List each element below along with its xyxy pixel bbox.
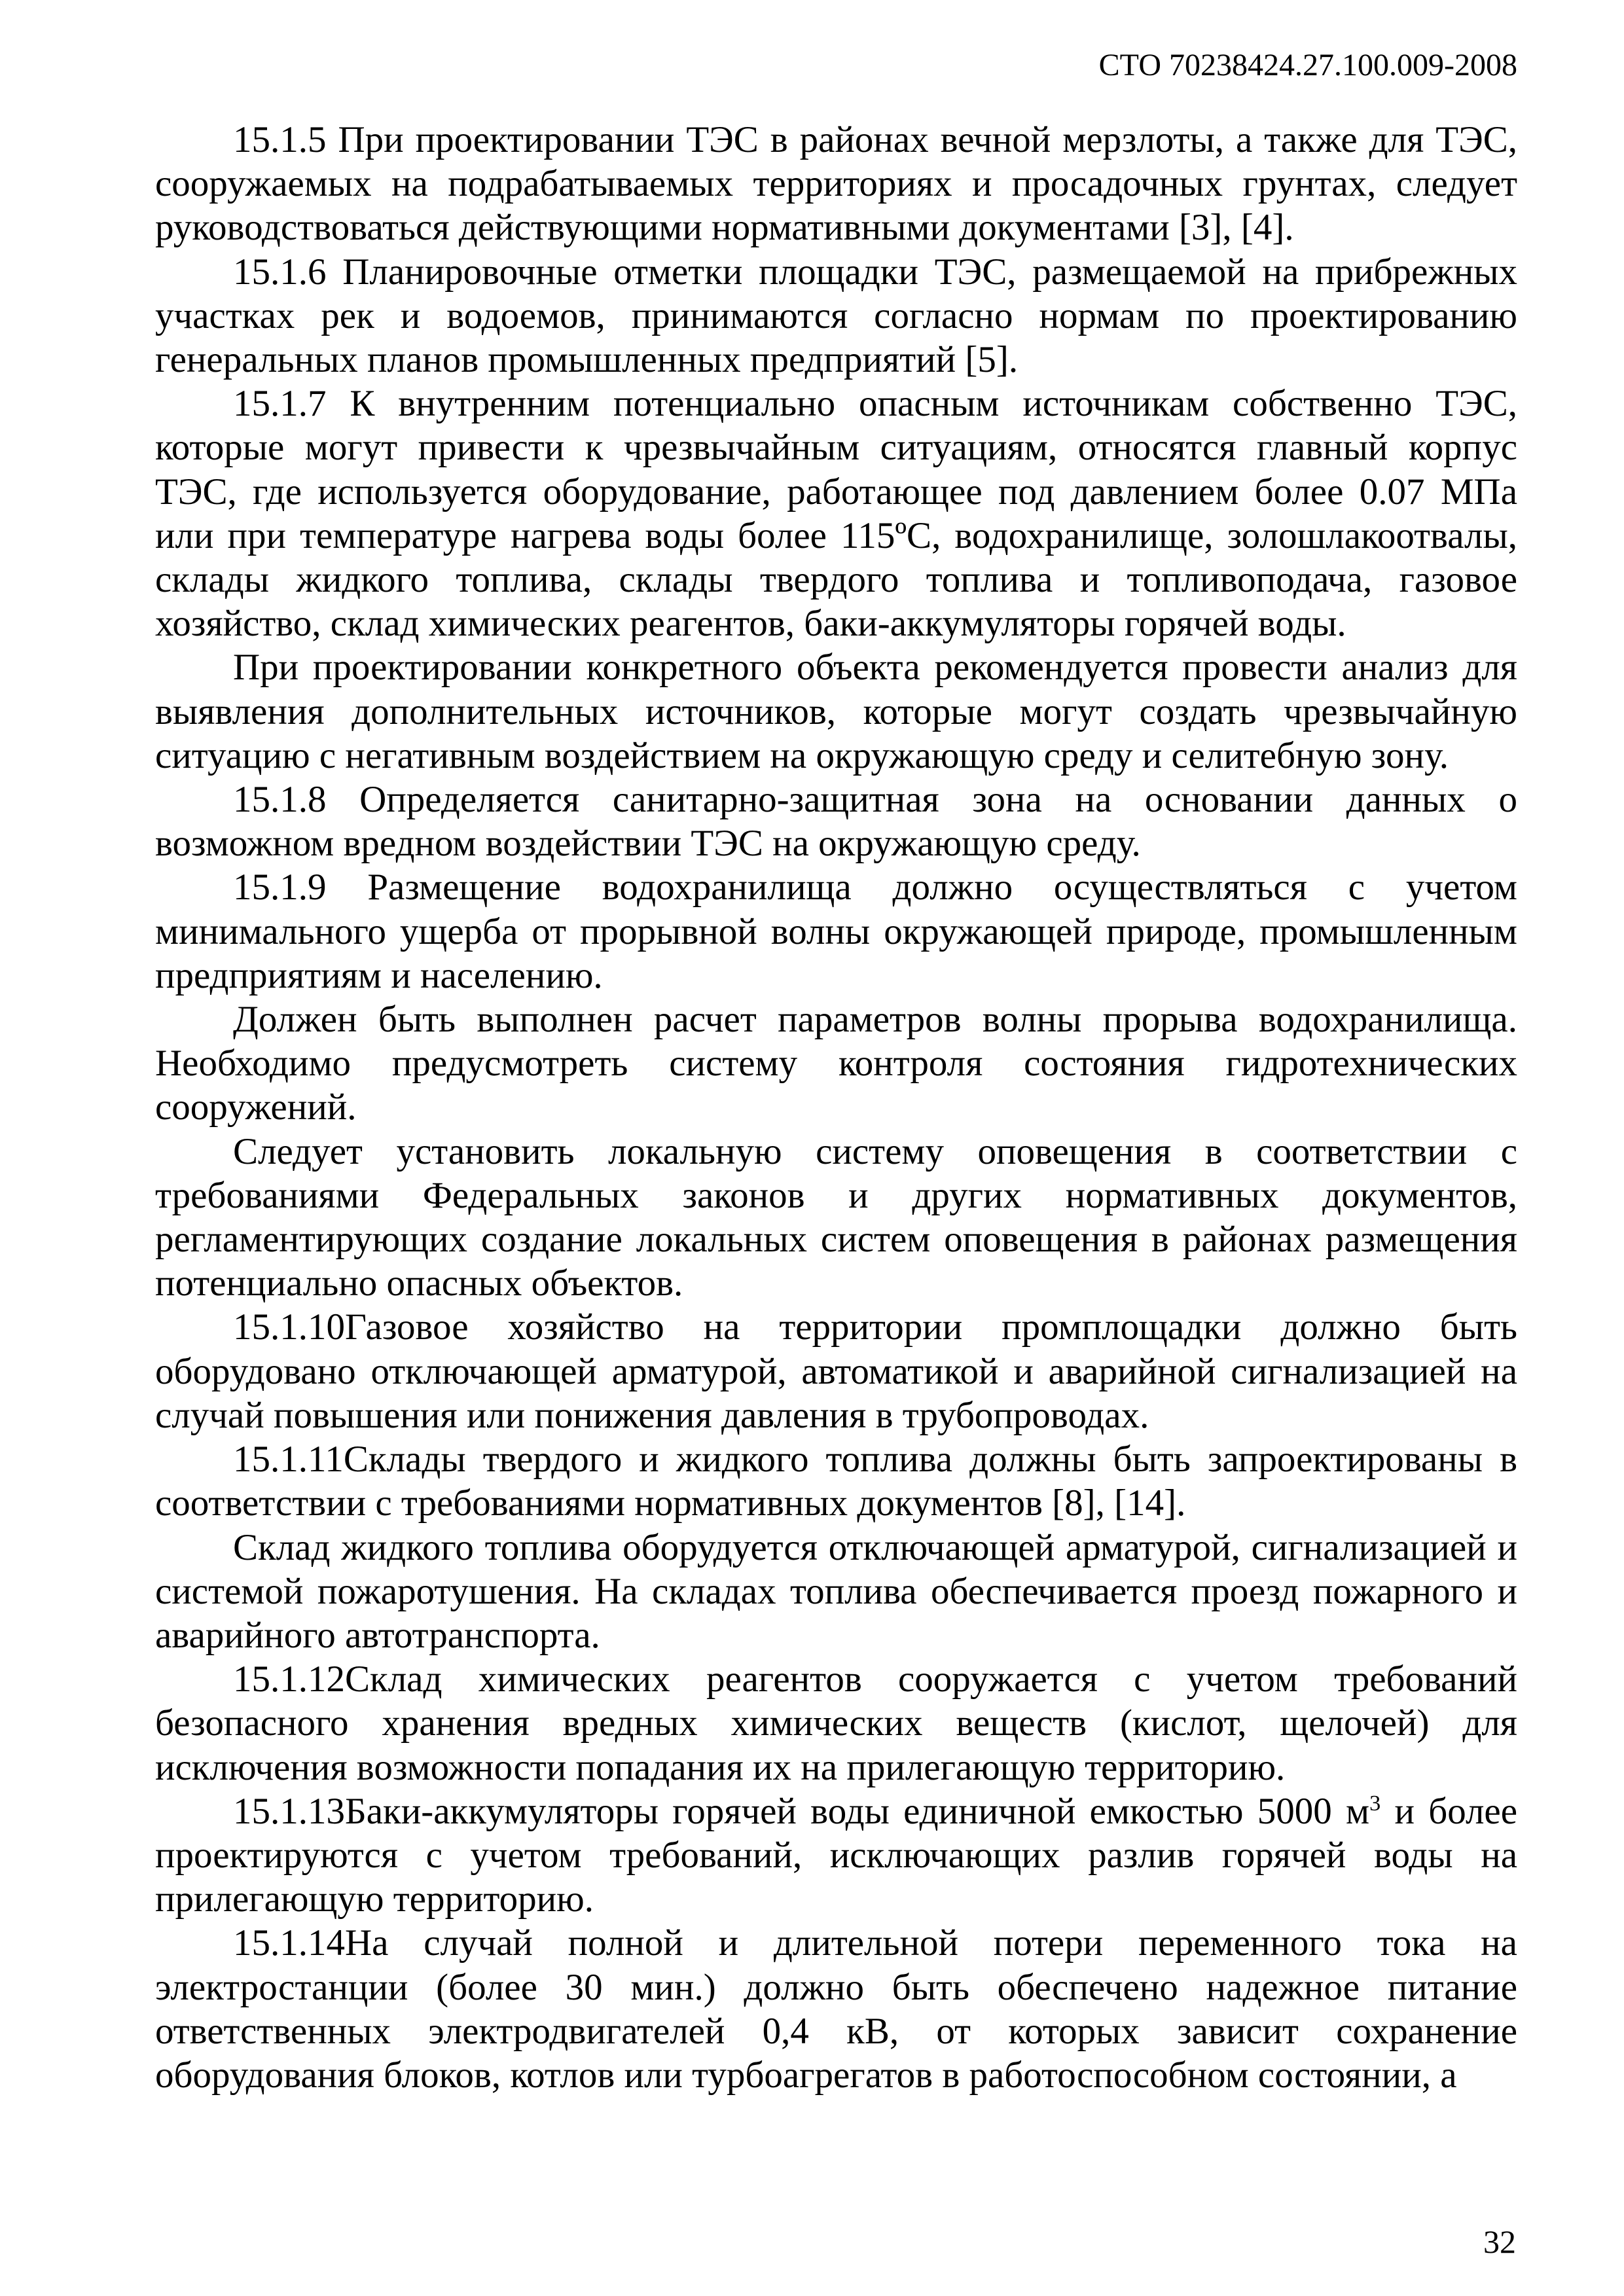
paragraph-15-1-11 [155, 1437, 1517, 1525]
paragraph-15-1-10 [155, 1305, 1517, 1437]
paragraph-text: При проектировании ТЭС в районах вечной мерзлоты, а также для ТЭС, сооружаемых на подрабатываемых территориях и просадочных грунтах, следует руководствоваться действующими нормативными документами [3], [4]. [155, 119, 1517, 249]
clause-number: 15.1.8 [233, 779, 327, 821]
paragraph-liquid-fuel-storage [155, 1526, 1517, 1658]
paragraph-15-1-8 [155, 778, 1517, 865]
document-body [155, 118, 1517, 2097]
paragraph-text: Планировочные отметки площадки ТЭС, размещаемой на прибрежных участках рек и водоемов, принимаются согласно нормам по проектированию генеральных планов промышленных предприятий [5]. [155, 251, 1517, 381]
paragraph-15-1-7 [155, 382, 1517, 645]
clause-number: 15.1.6 [233, 251, 327, 293]
clause-number: 15.1.10 [233, 1306, 345, 1348]
paragraph-text: Баки-аккумуляторы горячей воды единичной емкостью 5000 м [345, 1790, 1370, 1832]
clause-number: 15.1.12 [233, 1659, 345, 1700]
clause-number: 15.1.14 [233, 1922, 345, 1964]
paragraph-warning-system [155, 1130, 1517, 1306]
paragraph-15-1-6 [155, 250, 1517, 382]
clause-number: 15.1.9 [233, 867, 327, 908]
clause-number: 15.1.7 [233, 383, 327, 425]
paragraph-text-continued: и более проектируются с учетом требований, исключающих разлив горячей воды на прилегающую территорию. [155, 1790, 1518, 1920]
paragraph-text: Определяется санитарно-защитная зона на основании данных о возможном вредном воздействии ТЭС на окружающую среду. [155, 779, 1517, 865]
clause-number: 15.1.13 [233, 1790, 345, 1832]
clause-number: 15.1.11 [233, 1439, 344, 1480]
document-code-header: СТО 70238424.27.100.009-2008 [1098, 48, 1517, 82]
paragraph-text: Должен быть выполнен расчет параметров волны прорыва водохранилища. Необходимо предусмотреть систему контроля состояния гидротехнических сооружений. [155, 999, 1517, 1128]
paragraph-text: Размещение водохранилища должно осуществляться с учетом минимального ущерба от прорывной волны окружающей природе, промышленным предприятиям и населению. [155, 867, 1518, 996]
paragraph-15-1-9 [155, 865, 1517, 997]
paragraph-15-1-12 [155, 1657, 1517, 1789]
paragraph-text: Склад химических реагентов сооружается с учетом требований безопасного хранения вредных химических веществ (кислот, щелочей) для исключения возможности попадания их на прилегающую территорию. [155, 1659, 1517, 1788]
paragraph-text: Склад жидкого топлива оборудуется отключающей арматурой, сигнализацией и системой пожаротушения. На складах топлива обеспечивается проезд пожарного и аварийного автотранспорта. [155, 1526, 1517, 1656]
clause-number: 15.1.5 [233, 119, 327, 160]
paragraph-15-1-5 [155, 118, 1517, 250]
paragraph-text: К внутренним потенциально опасным источникам собственно ТЭС, которые могут привести к чрезвычайным ситуациям, относятся главный корпус ТЭС, где используется оборудование, работающее под давлением более 0.07 МПа или при температуре нагрева воды более 115ºС, водохранилище, золошлакоотвалы, склады жидкого топлива, склады твердого топлива и топливоподача, газовое хозяйство, склад химических реагентов, баки-аккумуляторы горячей воды. [155, 383, 1517, 645]
paragraph-text: При проектировании конкретного объекта рекомендуется провести анализ для выявления дополнительных источников, которые могут создать чрезвычайную ситуацию с негативным воздействием на окружающую среду и селитебную зону. [155, 647, 1517, 776]
page-number: 32 [1483, 2223, 1516, 2260]
paragraph-text: Склады твердого и жидкого топлива должны быть запроектированы в соответствии с требованиями нормативных документов [8], [14]. [155, 1439, 1517, 1524]
superscript-exponent: 3 [1369, 1791, 1381, 1816]
paragraph-analysis [155, 645, 1517, 778]
paragraph-text: На случай полной и длительной потери переменного тока на электростанции (более 30 мин.) должно быть обеспечено надежное питание ответственных электродвигателей 0,4 кВ, от которых зависит сохранение оборудования блоков, котлов или турбоагрегатов в работоспособном состоянии, а [155, 1922, 1517, 2096]
paragraph-wave-calculation [155, 997, 1517, 1130]
paragraph-text: Следует установить локальную систему оповещения в соответствии с требованиями Федеральных законов и других нормативных документов, регламентирующих создание локальных систем оповещения в районах размещения потенциально опасных объектов. [155, 1130, 1517, 1304]
paragraph-text: Газовое хозяйство на территории промплощадки должно быть оборудовано отключающей арматурой, автоматикой и аварийной сигнализацией на случай повышения или понижения давления в трубопроводах. [155, 1306, 1517, 1436]
paragraph-15-1-14 [155, 1921, 1517, 2097]
paragraph-15-1-13 [155, 1789, 1517, 1922]
